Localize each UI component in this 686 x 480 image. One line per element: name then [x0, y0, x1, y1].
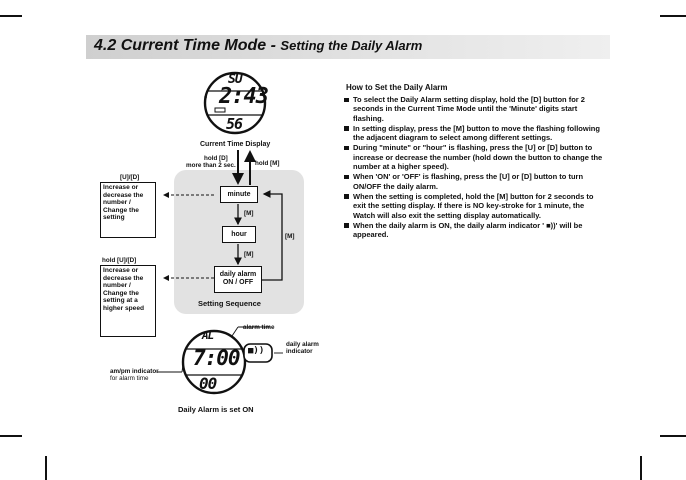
flow-step-alarm-onoff: daily alarm ON / OFF — [214, 266, 262, 293]
instruction-step: When the daily alarm is ON, the daily alarm indicator ' ■))' will be appeared. — [344, 221, 606, 240]
alarm-mode: AL — [202, 329, 214, 342]
instruction-step: When the setting is completed, hold the [M] button for 2 seconds to exit the setting display. If there is NO key-stroke for 1 minute, the Watch will also exit the setting display automatically. — [344, 192, 606, 220]
flow-m-label-1: [M] — [244, 210, 254, 217]
pm-indicator: P — [204, 96, 207, 102]
flow-step-minute: minute — [220, 186, 258, 203]
instruction-list — [344, 95, 606, 240]
alarm-time-label: alarm time — [243, 324, 275, 331]
section-subtitle: Setting the Daily Alarm — [280, 38, 423, 53]
daily-alarm-indicator-label-1: daily alarm — [286, 341, 319, 348]
alarm-time: 7:00 — [193, 346, 240, 370]
instruction-step: During "minute" or "hour" is flashing, press the [U] or [D] button to increase or decrease the number (hold down the button to change the number at a higher speed). — [344, 143, 606, 171]
ud-label: [U]/[D] — [120, 174, 140, 181]
hold-ud-note-box: Increase or decrease the number / Change the setting at a higher speed — [100, 265, 156, 337]
current-time-caption: Current Time Display — [200, 141, 271, 148]
instruction-step: In setting display, press the [M] button to move the flashing following the adjacent diagram to select among different settings. — [344, 124, 606, 143]
alarm-display-caption: Daily Alarm is set ON — [178, 405, 254, 414]
instruction-step: When 'ON' or 'OFF' is flashing, press the [U] or [D] button to turn ON/OFF the daily alarm. — [344, 172, 606, 191]
flow-step-hour: hour — [222, 226, 256, 243]
ampm-indicator-label-1: am/pm indicator — [110, 368, 159, 375]
section-title-text: Current Time Mode - — [120, 37, 281, 54]
current-time: 2:43 — [219, 84, 268, 109]
daily-alarm-indicator-label-2: indicator — [286, 348, 313, 355]
instructions-heading: How to Set the Daily Alarm — [346, 83, 448, 92]
section-number: 4.2 — [94, 37, 117, 54]
hold-d-more: more than 2 sec. — [186, 162, 236, 169]
instruction-step: To select the Daily Alarm setting display, hold the [D] button for 2 seconds in the Current Time Mode until the 'Minute' digits start flashing. — [344, 95, 606, 123]
hold-ud-label: hold [U]/[D] — [102, 257, 137, 264]
hold-m-label: hold [M] — [255, 160, 280, 167]
alarm-indicator-icon: ■)) — [248, 346, 265, 356]
flow-m-label-loop: [M] — [285, 233, 295, 240]
ampm-indicator-label-2: for alarm time — [110, 375, 149, 382]
hold-d-label: hold [D] — [204, 155, 228, 162]
setting-sequence-caption: Setting Sequence — [198, 299, 261, 308]
ud-note-box: Increase or decrease the number / Change the setting — [100, 182, 156, 238]
current-seconds: 56 — [226, 115, 243, 133]
current-day: SU — [228, 72, 242, 87]
alarm-seconds: 00 — [199, 374, 217, 393]
flow-m-label-2: [M] — [244, 251, 254, 258]
